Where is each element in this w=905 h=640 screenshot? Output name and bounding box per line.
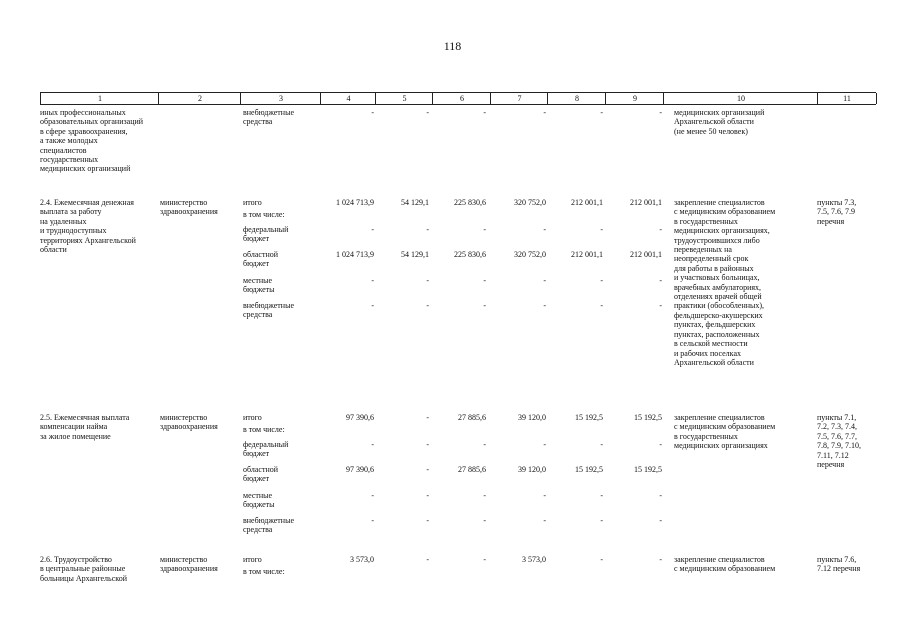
value-cell: 212 001,1 xyxy=(571,250,603,259)
value-cell: - xyxy=(600,491,603,500)
header-col-4: 4 xyxy=(320,93,376,104)
value-cell: 97 390,6 xyxy=(346,413,374,422)
value-cell: - xyxy=(426,440,429,449)
row-source-label: в том числе: xyxy=(243,210,285,219)
header-col-9: 9 xyxy=(605,93,664,104)
value-cell: 54 129,1 xyxy=(401,250,429,259)
value-cell: 15 192,5 xyxy=(634,465,662,474)
value-cell: - xyxy=(426,413,429,422)
value-cell: - xyxy=(483,491,486,500)
row-name: 2.6. Трудоустройство в центральные районные больницы Архангельской xyxy=(40,555,128,583)
value-cell: - xyxy=(483,108,486,117)
row-name: 2.5. Ежемесячная выплата компенсации найма за жилое помещение xyxy=(40,413,130,441)
row-source-label: в том числе: xyxy=(243,425,285,434)
value-cell: - xyxy=(371,301,374,310)
value-cell: 212 001,1 xyxy=(630,198,662,207)
row-executor: министерство здравоохранения xyxy=(160,198,218,217)
value-cell: - xyxy=(600,440,603,449)
header-col-1: 1 xyxy=(40,93,159,104)
row-source-label: федеральный бюджет xyxy=(243,440,289,459)
value-cell: 39 120,0 xyxy=(518,465,546,474)
value-cell: 1 024 713,9 xyxy=(336,250,374,259)
expected-result: закрепление специалистов с медицинским образованием в государственных медицинских организациях, трудоустроившихся либо переведенных на неопределенный срок для работы в районных и участковых больницах, врачебных амбулаториях, отделениях врачей общей практики (обособленных), фельдшерско-акушерских пунктах, фельдшерских пунктах, расположенных в сельской местности и рабочих поселках Архангельской области xyxy=(674,198,776,367)
value-cell: - xyxy=(483,555,486,564)
reference-items: пункты 7.6, 7.12 перечня xyxy=(817,555,861,574)
value-cell: 212 001,1 xyxy=(630,250,662,259)
value-cell: - xyxy=(600,276,603,285)
row-source-label: местные бюджеты xyxy=(243,491,275,510)
header-col-2: 2 xyxy=(158,93,241,104)
value-cell: - xyxy=(371,108,374,117)
value-cell: - xyxy=(483,440,486,449)
value-cell: - xyxy=(426,225,429,234)
reference-items: пункты 7.1, 7.2, 7.3, 7.4, 7.5, 7.6, 7.7, 7.8, 7.9, 7.10, 7.11, 7.12 перечня xyxy=(817,413,861,470)
value-cell: - xyxy=(543,108,546,117)
row-source-label: областной бюджет xyxy=(243,465,279,484)
row-source-label: внебюджетные средства xyxy=(243,301,294,320)
value-cell: 225 830,6 xyxy=(454,198,486,207)
row-source-label: итого xyxy=(243,555,262,564)
value-cell: 15 192,5 xyxy=(634,413,662,422)
value-cell: 225 830,6 xyxy=(454,250,486,259)
row-source-label: местные бюджеты xyxy=(243,276,275,295)
value-cell: - xyxy=(426,465,429,474)
value-cell: - xyxy=(659,108,662,117)
row-source-label: внебюджетные средства xyxy=(243,108,294,127)
value-cell: 97 390,6 xyxy=(346,465,374,474)
value-cell: - xyxy=(426,301,429,310)
expected-result: медицинских организаций Архангельской области (не менее 50 человек) xyxy=(674,108,765,136)
header-col-6: 6 xyxy=(432,93,491,104)
value-cell: - xyxy=(543,276,546,285)
value-cell: - xyxy=(426,491,429,500)
reference-items: пункты 7.3, 7.5, 7.6, 7.9 перечня xyxy=(817,198,857,226)
value-cell: - xyxy=(483,301,486,310)
value-cell: - xyxy=(659,276,662,285)
value-cell: - xyxy=(600,555,603,564)
header-col-3: 3 xyxy=(240,93,321,104)
value-cell: - xyxy=(600,516,603,525)
value-cell: - xyxy=(659,491,662,500)
value-cell: 39 120,0 xyxy=(518,413,546,422)
value-cell: - xyxy=(659,301,662,310)
value-cell: 212 001,1 xyxy=(571,198,603,207)
expected-result: закрепление специалистов с медицинским образованием в государственных медицинских организациях xyxy=(674,413,776,451)
value-cell: - xyxy=(371,225,374,234)
header-col-5: 5 xyxy=(375,93,433,104)
header-col-7: 7 xyxy=(490,93,548,104)
value-cell: - xyxy=(659,440,662,449)
value-cell: - xyxy=(371,276,374,285)
value-cell: - xyxy=(543,491,546,500)
table-header xyxy=(40,92,876,105)
value-cell: - xyxy=(543,225,546,234)
row-name: 2.4. Ежемесячная денежная выплата за работу на удаленных и труднодоступных территориях Архангельской области xyxy=(40,198,136,255)
value-cell: - xyxy=(600,225,603,234)
value-cell: 54 129,1 xyxy=(401,198,429,207)
value-cell: - xyxy=(543,440,546,449)
row-name: иных профессиональных образовательных организаций в сфере здравоохранения, а также молодых специалистов государственных медицинских организаций xyxy=(40,108,144,174)
value-cell: - xyxy=(659,516,662,525)
value-cell: 27 885,6 xyxy=(458,465,486,474)
value-cell: - xyxy=(483,516,486,525)
row-source-label: в том числе: xyxy=(243,567,285,576)
row-executor: министерство здравоохранения xyxy=(160,413,218,432)
value-cell: - xyxy=(426,516,429,525)
expected-result: закрепление специалистов с медицинским образованием xyxy=(674,555,776,574)
row-source-label: итого xyxy=(243,413,262,422)
value-cell: - xyxy=(483,225,486,234)
value-cell: - xyxy=(426,276,429,285)
value-cell: - xyxy=(543,516,546,525)
value-cell: 15 192,5 xyxy=(575,465,603,474)
page-number: 118 xyxy=(443,39,462,53)
value-cell: 320 752,0 xyxy=(514,198,546,207)
value-cell: - xyxy=(659,555,662,564)
value-cell: - xyxy=(371,516,374,525)
value-cell: 1 024 713,9 xyxy=(336,198,374,207)
value-cell: - xyxy=(543,301,546,310)
value-cell: 27 885,6 xyxy=(458,413,486,422)
header-col-8: 8 xyxy=(547,93,606,104)
value-cell: - xyxy=(371,440,374,449)
row-source-label: итого xyxy=(243,198,262,207)
value-cell: - xyxy=(483,276,486,285)
value-cell: - xyxy=(600,108,603,117)
row-source-label: внебюджетные средства xyxy=(243,516,294,535)
value-cell: 15 192,5 xyxy=(575,413,603,422)
value-cell: 3 573,0 xyxy=(522,555,546,564)
header-col-11: 11 xyxy=(817,93,877,104)
value-cell: - xyxy=(426,555,429,564)
header-col-10: 10 xyxy=(663,93,818,104)
value-cell: - xyxy=(600,301,603,310)
value-cell: - xyxy=(371,491,374,500)
value-cell: 320 752,0 xyxy=(514,250,546,259)
value-cell: - xyxy=(426,108,429,117)
row-source-label: областной бюджет xyxy=(243,250,279,269)
row-source-label: федеральный бюджет xyxy=(243,225,289,244)
row-executor: министерство здравоохранения xyxy=(160,555,218,574)
value-cell: - xyxy=(659,225,662,234)
value-cell: 3 573,0 xyxy=(350,555,374,564)
